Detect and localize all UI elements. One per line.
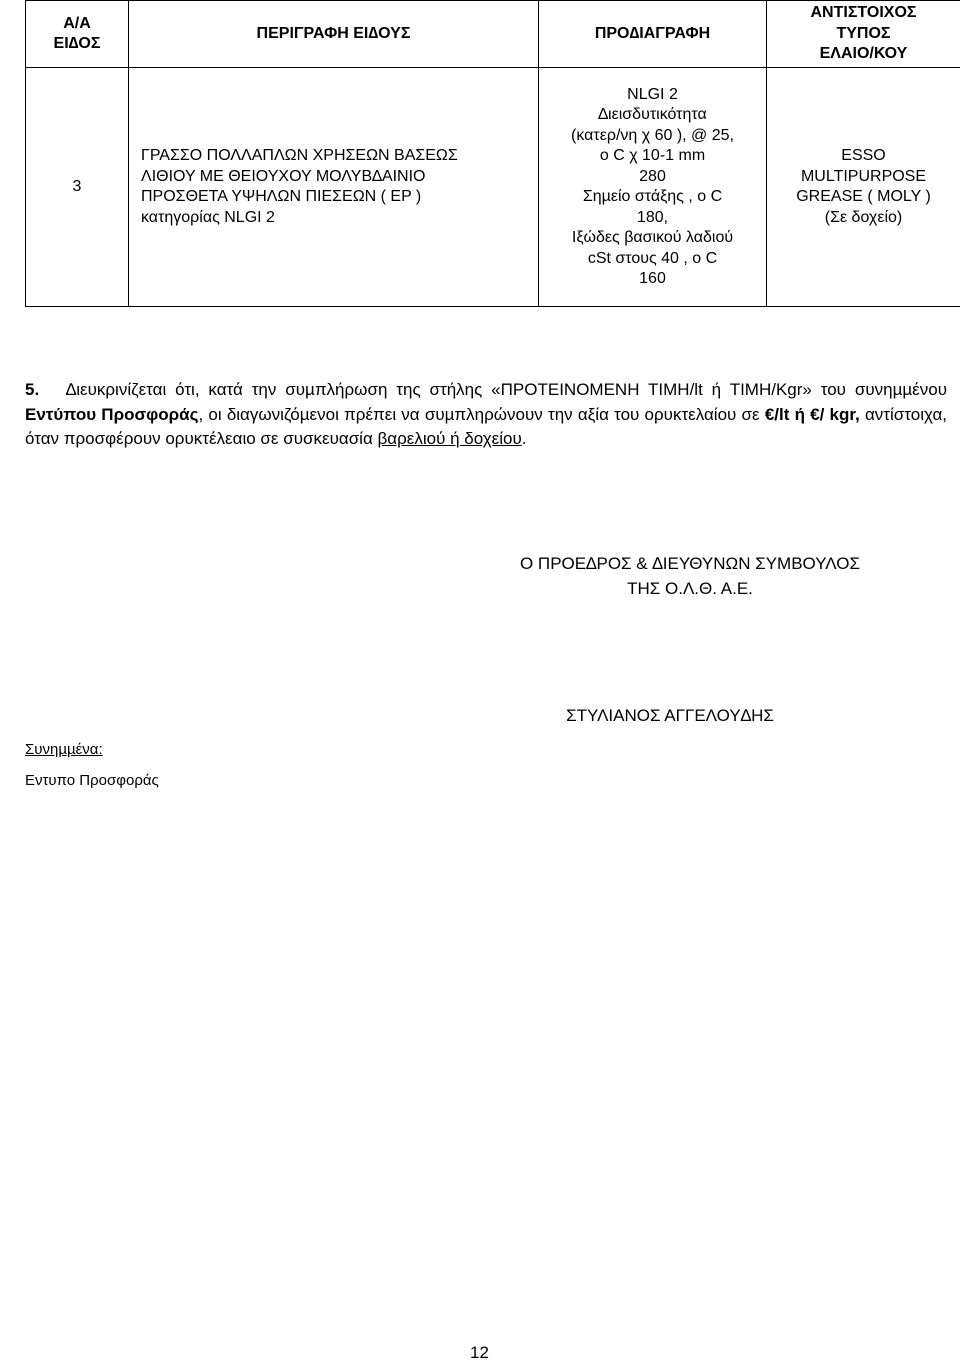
header-specification: ΠΡΟ∆ΙΑΓΡΑΦΗ [539, 1, 767, 68]
note-text-4: . [522, 429, 527, 448]
table-header-row [26, 1, 960, 68]
attachments-label: Συνηµµένα: [25, 741, 103, 758]
signature-title-line-2: ΤΗΣ Ο.Λ.Θ. Α.Ε. [470, 577, 910, 602]
note-number: 5. [25, 380, 39, 399]
attachment-item: Εντυπο Προσφοράς [25, 772, 159, 789]
row-description: ΓΡΑΣΣΟ ΠΟΛΛΑΠΛΩΝ ΧΡΗΣΕΩΝ ΒΑΣΕΩΣ ΛΙΘΙΟΥ ΜΕ ΘΕΙΟΥΧΟΥ ΜΟΛΥΒ∆ΑΙΝΙΟ ΠΡΟΣΘΕΤΑ ΥΨΗΛΩΝ ΠΙΕΣΕΩΝ ( EP ) κατηγορίας NLGI 2 [129, 68, 539, 307]
signer-name: ΣΤΥΛΙΑΝΟΣ ΑΓΓΕΛΟΥ∆ΗΣ [480, 706, 860, 726]
header-description: ΠΕΡΙΓΡΑΦΗ ΕΙ∆ΟΥΣ [129, 1, 539, 68]
note-text-2: , οι διαγωνιζόµενοι πρέπει να συµπληρώνουν την αξία του ορυκτελαίου σε [198, 405, 764, 424]
note-bold-offer-form: Εντύπου Προσφοράς [25, 405, 198, 424]
clarification-note [25, 378, 947, 452]
signature-title-line-1: Ο ΠΡΟΕ∆ΡΟΣ & ∆ΙΕΥΘΥΝΩΝ ΣΥΜΒΟΥΛΟΣ [470, 552, 910, 577]
page-number: 12 [470, 1343, 489, 1363]
header-equivalent: ΑΝΤΙΣΤΟΙΧΟΣ ΤΥΠΟΣ ΕΛΑΙΟ/ΚΟΥ [767, 1, 960, 68]
signature-title [470, 552, 910, 601]
row-equivalent: ESSO MULTIPURPOSE GREASE ( MOLY ) (Σε δοχείο) [767, 68, 960, 307]
note-text-3: αντίστοιχα, όταν προσφέρουν ορυκτέλεαιο σε συσκευασία [25, 405, 947, 449]
table-row [26, 68, 960, 307]
header-index: Α/Α ΕΙ∆ΟΣ [26, 1, 129, 68]
note-text-1: ∆ιευκρινίζεται ότι, κατά την συµπλήρωση της στήλης «ΠΡΟΤΕΙΝΟΜΕΝΗ ΤΙΜΗ/lt ή ΤΙΜΗ/Kgr» του συνηµµένου [66, 380, 947, 399]
note-underlined-packaging: βαρελιού ή δοχείου [378, 429, 522, 448]
row-specification: NLGI 2 ∆ιεισδυτικότητα (κατερ/νη χ 60 ), @ 25, ο C χ 10-1 mm 280 Σηµείο στάξης , ο C 180, Ιξώδες βασικού λαδιού cSt στους 40 , ο C 160 [539, 68, 767, 307]
specification-table [25, 0, 960, 307]
row-index: 3 [26, 68, 129, 307]
note-bold-units: €/lt ή €/ kgr, [765, 405, 860, 424]
